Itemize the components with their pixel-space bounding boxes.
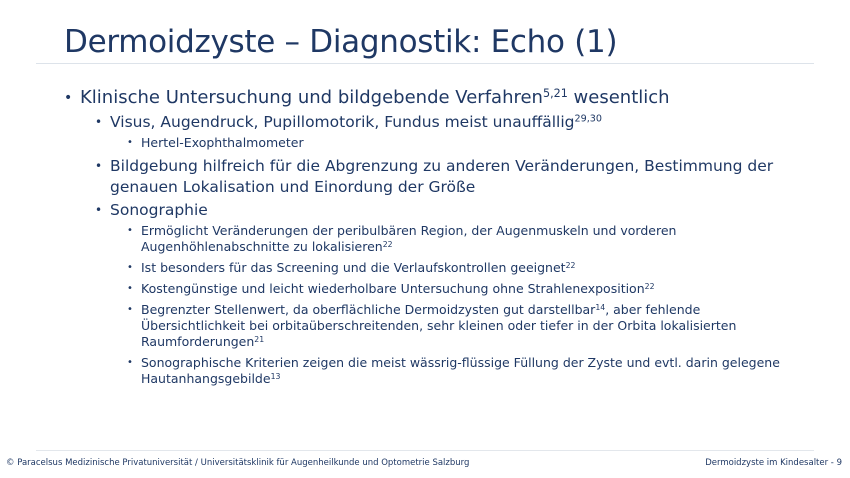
bullet-dot-icon: • [95,203,103,217]
bullet-dot-icon: • [95,115,103,129]
bullet-level3 [127,355,801,387]
bullet-dot-icon: • [127,137,133,148]
bullet-dot-icon: • [127,283,133,294]
bullet-dot-icon: • [127,225,133,236]
bullet-text: Kostengünstige und leicht wiederholbare Untersuchung ohne Strahlenexposition [141,281,645,296]
bullet-level3 [127,135,801,151]
citation: 13 [270,371,281,381]
citation: 22 [565,260,576,270]
bullet-text: Bildgebung hilfreich für die Abgrenzung zu anderen Veränderungen, Bestimmung der genauen Lokalisation und Einordung der Größe [110,157,774,196]
bullet-dot-icon: • [127,304,133,315]
title-divider [36,63,814,64]
citation: 22 [644,281,655,291]
citation: 22 [382,239,393,249]
citation: 21 [254,334,265,344]
bullet-level3 [127,302,801,350]
bullet-text: Hertel-Exophthalmometer [141,135,304,150]
bullet-text: Begrenzter Stellenwert, da oberflächliche Dermoidzysten gut darstellbar [141,302,596,317]
bullet-dot-icon: • [95,159,103,173]
slide-title: Dermoidzyste – Diagnostik: Echo (1) [64,24,618,60]
bullet-text: Sonographie [110,201,208,219]
slide-body [0,86,850,392]
bullet-dot-icon: • [127,262,133,273]
bullet-level3 [127,223,801,255]
bullet-level1 [64,86,820,110]
bullet-level2 [95,200,800,221]
bullet-text-tail: wesentlich [567,87,670,108]
bullet-text: Sonographische Kriterien zeigen die meist wässrig-flüssige Füllung der Zyste und evtl. darin gelegene Hautanhangsgebilde [141,355,780,386]
citation: 5,21 [542,86,568,100]
bullet-level3 [127,281,801,297]
bullet-dot-icon: • [64,90,73,106]
footer-divider [36,450,814,451]
bullet-text: Ermöglicht Veränderungen der peribulbären Region, der Augenmuskeln und vorderen Augenhöhlenabschnitte zu lokalisieren [141,223,677,254]
bullet-level2 [95,156,800,198]
bullet-text-tail: , aber fehlende Übersichtlichkeit bei orbitaüberschreitenden, sehr kleinen oder tiefer in der Orbita lokalisierten Raumforderungen [141,302,737,349]
footer-page-label: Dermoidzyste im Kindesalter - 9 [705,458,842,468]
bullet-text: Klinische Untersuchung und bildgebende Verfahren [80,87,543,108]
footer-copyright: © Paracelsus Medizinische Privatuniversität / Universitätsklinik für Augenheilkunde und Optometrie Salzburg [6,458,470,468]
bullet-text: Visus, Augendruck, Pupillomotorik, Fundus meist unauffällig [110,113,575,131]
bullet-dot-icon: • [127,357,133,368]
bullet-text: Ist besonders für das Screening und die Verlaufskontrollen geeignet [141,260,566,275]
bullet-level2 [95,112,800,133]
citation: 14 [595,302,606,312]
bullet-level3 [127,260,801,276]
citation: 29,30 [574,113,602,125]
